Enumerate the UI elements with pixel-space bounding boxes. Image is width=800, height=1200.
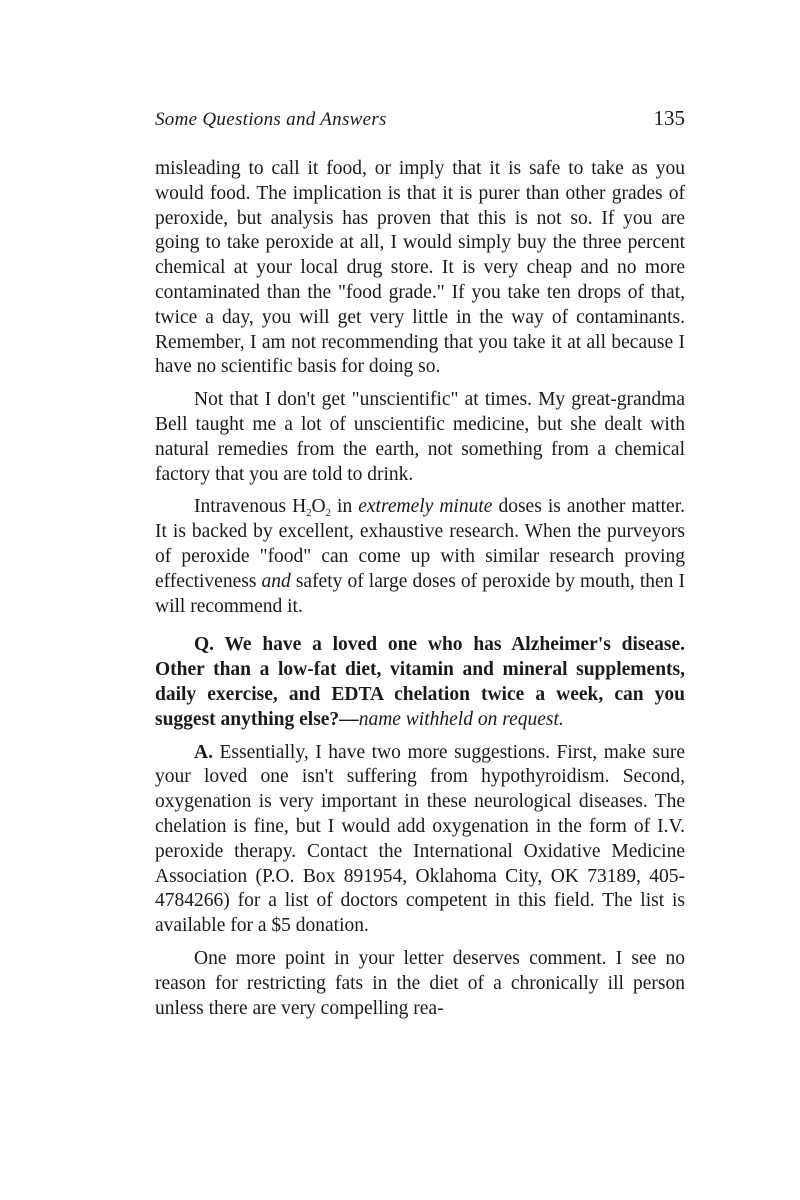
paragraph-unscientific: Not that I don't get "unscientific" at times. My great-grandma Bell taught me a lot of unscientific medicine, but she dealt with natural remedies from the earth, not something from a chemical factory that you are told to drink. bbox=[155, 389, 685, 485]
formula-oxygen: O bbox=[311, 496, 326, 518]
subscript-2: 2 bbox=[306, 507, 312, 520]
paragraph-intravenous-body: doses is another matter. It is backed by excellent, exhaustive research. When the purveyors of peroxide "food" can come up with similar research proving effectiveness bbox=[155, 496, 685, 592]
paragraph-intravenous bbox=[155, 495, 685, 619]
page-header bbox=[155, 106, 685, 131]
paragraph-intravenous-in: in bbox=[331, 496, 359, 518]
page-number: 135 bbox=[653, 106, 685, 130]
subscript-2: 2 bbox=[325, 507, 331, 520]
answer-paragraph bbox=[155, 741, 685, 939]
question-attribution: name withheld on request. bbox=[358, 708, 564, 730]
answer-label: A. bbox=[194, 741, 213, 763]
emphasis-extremely-minute: extremely minute bbox=[358, 496, 493, 518]
paragraph-continued: misleading to call it food, or imply that it is safe to take as you would food. The implication is that it is purer than other grades of peroxide, but analysis has proven that this is not so. If you are going to take peroxide at all, I would simply buy the three percent chemical at your local drug store. It is very cheap and no more contaminated than the "food grade." If you take ten drops of that, twice a day, you will get very little in the way of contaminants. Remember, I am not recommending that you take it at all because I have no scientific basis for doing so. bbox=[155, 158, 685, 378]
reader-question bbox=[155, 633, 685, 732]
paragraph-intravenous-tail: safety of large doses of peroxide by mouth, then I will recommend it. bbox=[155, 570, 685, 617]
question-text: Q. We have a loved one who has Alzheimer's disease. Other than a low-fat diet, vitamin and mineral supplements, daily exercise, and EDTA chelation twice a week, can you suggest anything else?— bbox=[155, 634, 685, 730]
body-text bbox=[155, 157, 685, 1029]
paragraph-intravenous-lead: Intravenous H bbox=[194, 496, 307, 518]
paragraph-fats: One more point in your letter deserves comment. I see no reason for restricting fats in the diet of a chronically ill person unless there are very compelling rea- bbox=[155, 947, 685, 1019]
answer-text: Essentially, I have two more suggestions. First, make sure your loved one isn't suffering from hypothyroidism. Second, oxygenation is very important in these neurological diseases. The chelation is fine, but I would add oxygenation in the form of I.V. peroxide therapy. Contact the International Oxidative Medicine Association (P.O. Box 891954, Oklahoma City, OK 73189, 405-4784266) for a list of doctors competent in this field. The list is available for a $5 donation. bbox=[155, 741, 685, 937]
emphasis-and: and bbox=[261, 570, 291, 592]
running-head: Some Questions and Answers bbox=[155, 109, 387, 130]
